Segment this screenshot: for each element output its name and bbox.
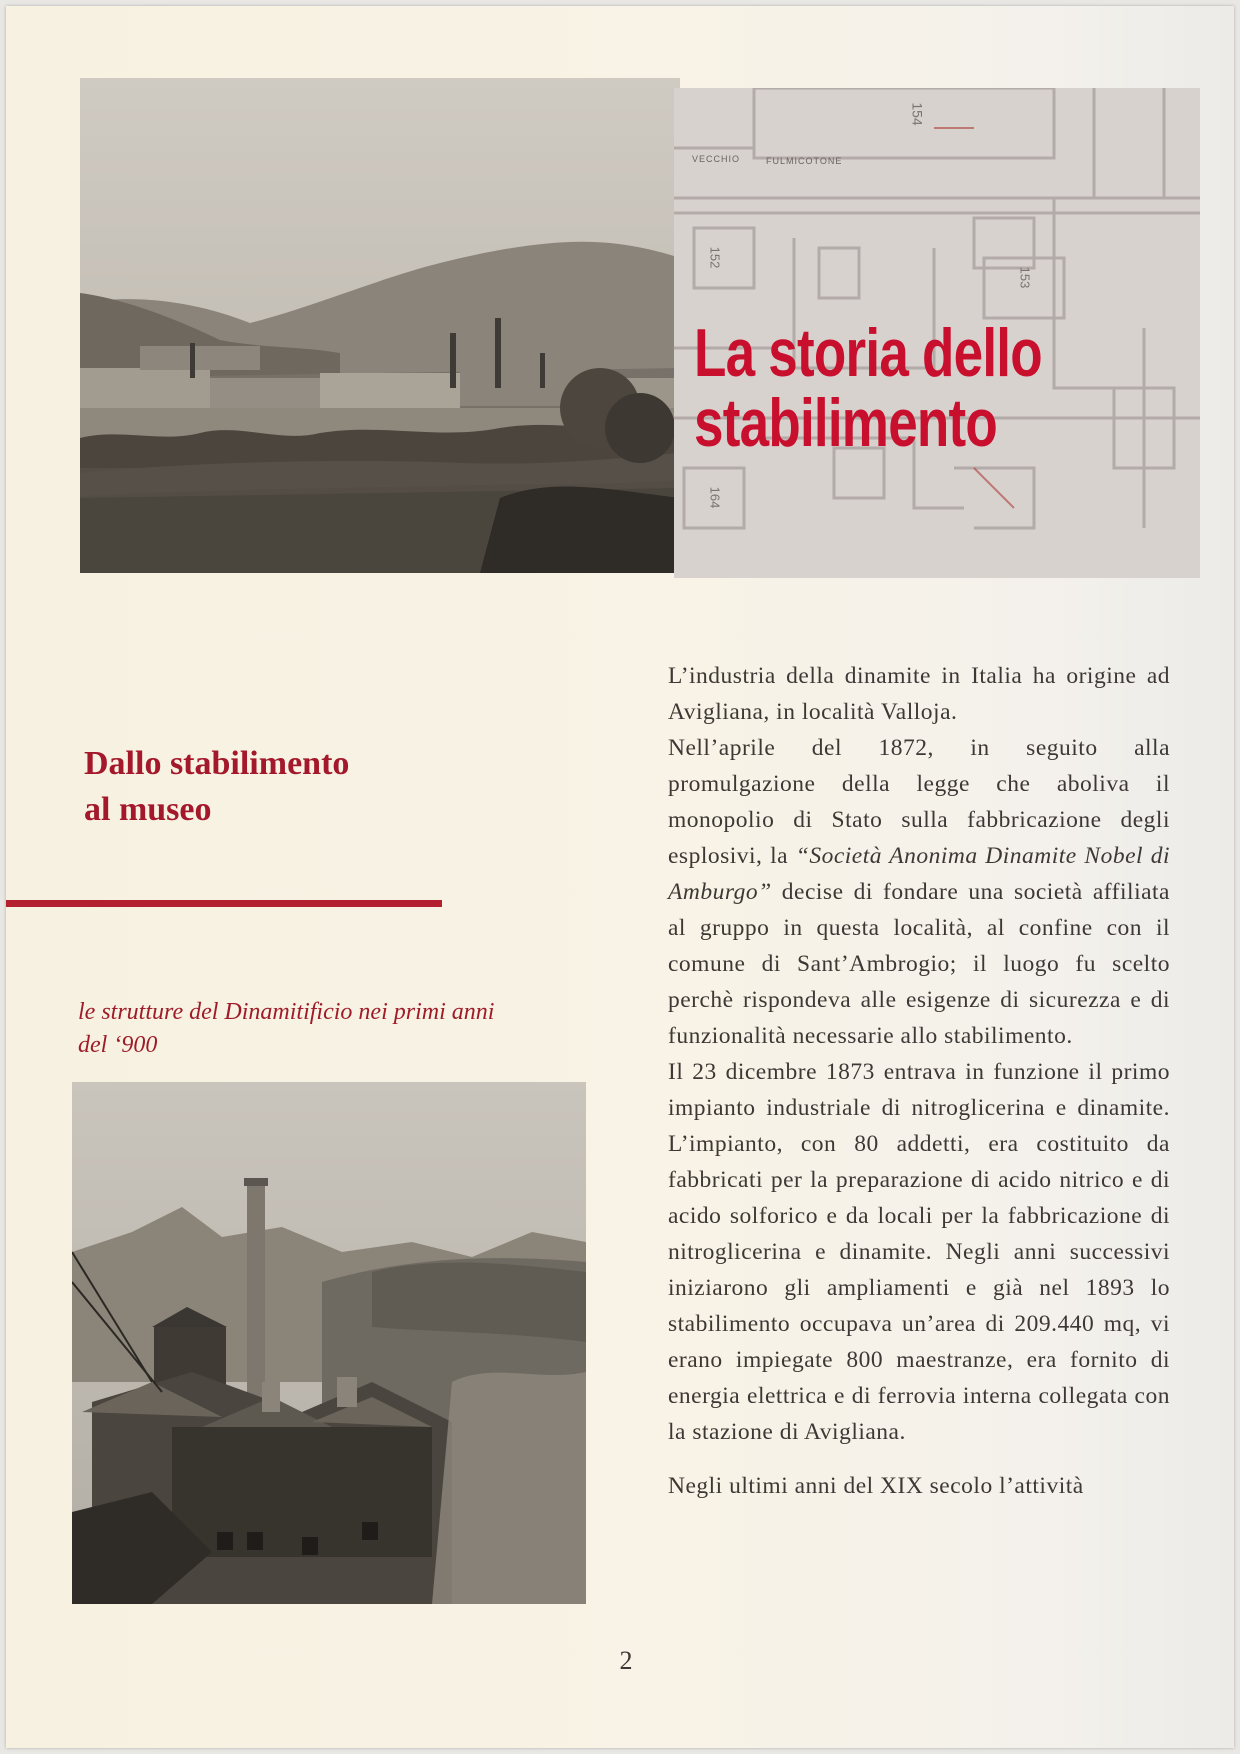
paragraph-3: Il 23 dicembre 1873 entrava in funzione il primo impianto industriale di nitroglicerina e dinamite. L’impianto, con 80 addetti, era costituito da fabbricati per la preparazione di acido nitrico e di acido solforico e da locali per la fabbricazione di nitroglicerina e dinamite. Negli anni successivi iniziarono gli ampliamenti e già nel 1893 lo stabilimento occupava un’area di 209.440 mq, vi erano impiegate 800 maestranze, era fornito di energia elettrica e di ferrovia interna collegata con la stazione di Avigliana. (668, 1059, 1170, 1445)
plan-label-153: 153 (1017, 266, 1033, 289)
paragraph-1: L’industria della dinamite in Italia ha origine ad Avigliana, in località Valloja. (668, 663, 1170, 725)
page-title (694, 315, 1042, 461)
paragraph-4: Negli ultimi anni del XIX secolo l’attività (668, 1473, 1084, 1499)
factory-landscape-photo (80, 78, 680, 573)
section-heading-line-2: al museo (84, 791, 212, 828)
title-line-1: La storia dello (694, 315, 1042, 391)
company-name: “Società Anonima Dinamite Nobel di Amburgo” (668, 843, 1170, 905)
title-line-2: stabilimento (694, 385, 998, 461)
factory-landscape-illustration (80, 78, 680, 573)
photo-caption (78, 996, 538, 1062)
section-heading-line-1: Dallo stabilimento (84, 745, 350, 782)
caption-line-2: del ‘900 (78, 1032, 158, 1058)
plan-label-152: 152 (707, 246, 723, 269)
plan-label-vecchio: VECCHIO (692, 154, 741, 164)
article-body (668, 658, 1170, 1504)
paragraph-2 (668, 730, 1170, 1054)
section-divider (6, 900, 442, 907)
paragraph-2-end: decise di fondare una società affiliata al gruppo in questa località, al confine con il comune di Sant’Ambrogio; il luogo fu scelto perchè rispondeva alle esigenze di sicurezza e di funzionalità necessarie allo stabilimento. (668, 879, 1170, 1049)
section-heading (84, 741, 484, 833)
brochure-page (6, 6, 1234, 1748)
paragraph-2-start: Nell’aprile del 1872, in seguito alla promulgazione della legge che aboliva il monopolio di Stato sulla fabbricazione degli esplosivi, la (668, 735, 1170, 869)
page-number: 2 (619, 1646, 633, 1675)
plan-label-164: 164 (707, 486, 723, 509)
plan-label-154: 154 (909, 102, 926, 126)
dinamitificio-buildings-photo (72, 1082, 586, 1604)
buildings-illustration (72, 1082, 586, 1604)
plan-label-fulmicotone: FULMICOTONE (766, 156, 843, 166)
caption-line-1: le strutture del Dinamitificio nei primi anni (78, 999, 495, 1025)
